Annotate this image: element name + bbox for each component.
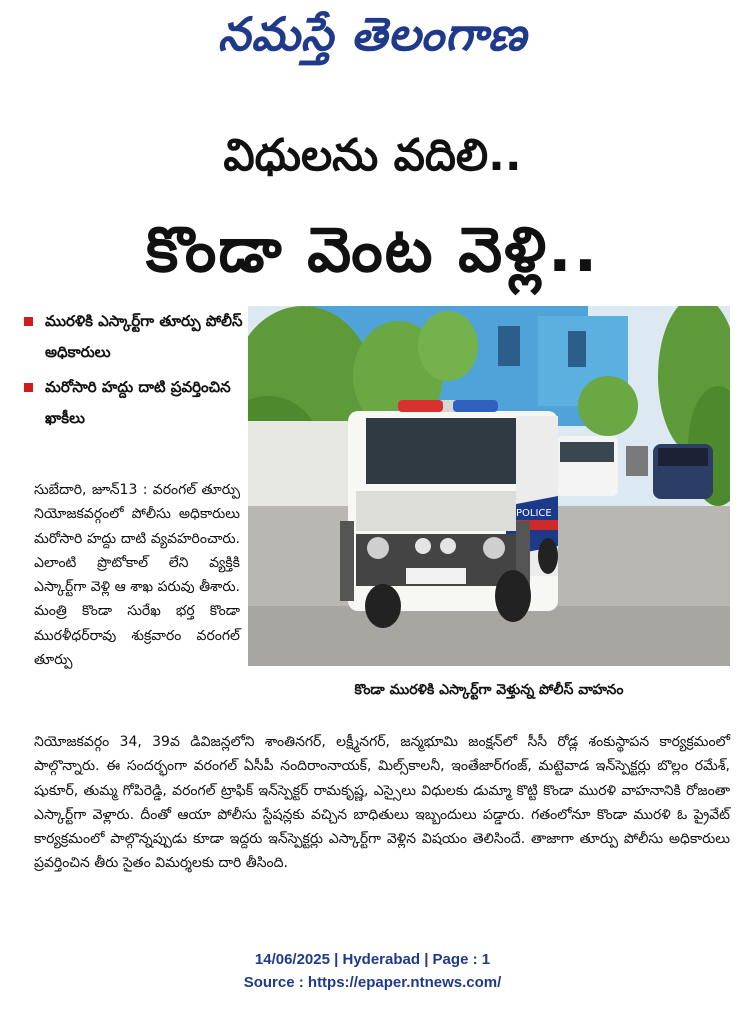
bullet-item: [24, 372, 244, 434]
headline-kicker: విధులను వదిలి..: [223, 130, 522, 181]
headline-main: కొండా వెంట వెళ్లి..: [145, 213, 600, 286]
bullet-square-icon: [24, 383, 33, 392]
bullet-square-icon: [24, 317, 33, 326]
article-column-text: సుబేదారి, జూన్13 : వరంగల్ తూర్పు నియోజకవర్గంలో పోలీసు అధికారులు మరోసారి హద్దు దాటి వ్యవహరించారు. ఎలాంటి ప్రొటోకాల్ లేని వ్యక్తికి ఎస్కార్ట్‌గా వెళ్లి ఆ శాఖ పరువు తీశారు. మంత్రి కొండా సురేఖ భర్త కొండా మురళీధర్‌రావు శుక్రవారం వరంగల్ తూర్పు: [34, 482, 240, 669]
bullet-text: మరోసారి హద్దు దాటి ప్రవర్తించిన ఖాకీలు: [45, 378, 231, 427]
news-photo: [248, 306, 730, 666]
vehicle-lettering: POLICE: [516, 508, 552, 519]
edition-meta: 14/06/2025 | Hyderabad | Page : 1: [254, 951, 491, 968]
source-link[interactable]: Source : https://epaper.ntnews.com/: [243, 974, 502, 991]
masthead-logo: నమస్తే తెలంగాణ: [217, 7, 528, 61]
photo-caption: కొండా మురళికి ఎస్కార్ట్‌గా వెళ్తున్న పోలీస్ వాహనం: [354, 682, 624, 698]
masthead: [0, 0, 745, 80]
summary-bullets: [24, 306, 244, 438]
article-body-text: నియోజకవర్గం 34, 39వ డివిజన్లలోని శాంతినగర్, లక్ష్మీనగర్, జన్మభూమి జంక్షన్‌లో సీసీ రోడ్ల శంకుస్థాపన కార్యక్రమంలో పాల్గొన్నారు. ఈ సందర్భంగా వరంగల్ ఏసీపీ నందిరాంనాయక్, మిల్స్‌కాలనీ, ఇంతేజార్‌గంజ్, మట్టెవాడ ఇన్‌స్పెక్టర్లు బొల్లం రమేశ్, షుకూర్, తుమ్మ గోపిరెడ్డి, వరంగల్ ట్రాఫిక్ ఇన్‌స్పెక్టర్ రామకృష్ణ, ఎస్సైలు విధులకు డుమ్మా కొట్టి కొండా మురళి వాహనానికి రోజంతా ఎస్కార్ట్‌గా వెళ్లారు. దీంతో ఆయా పోలీసు స్టేషన్లకు వచ్చిన బాధితులు ఇబ్బందులు పడ్డారు. గతంలోనూ కొండా మురళి ఓ ప్రైవేట్ కార్యక్రమంలో పాల్గొన్నప్పుడు కూడా ఇద్దరు ఇన్‌స్పెక్టర్లు ఎస్కార్ట్‌గా వెళ్లిన విషయం తెలిసిందే. తాజాగా తూర్పు పోలీసు అధికారులు ప్రవర్తించిన తీరు సైతం విమర్శలకు దారి తీసింది.: [34, 734, 730, 872]
police-vehicle-photo: [248, 306, 730, 666]
bullet-text: మురళికి ఎస్కార్ట్‌గా తూర్పు పోలీస్ అధికారులు: [45, 312, 243, 361]
bullet-item: [24, 306, 244, 368]
